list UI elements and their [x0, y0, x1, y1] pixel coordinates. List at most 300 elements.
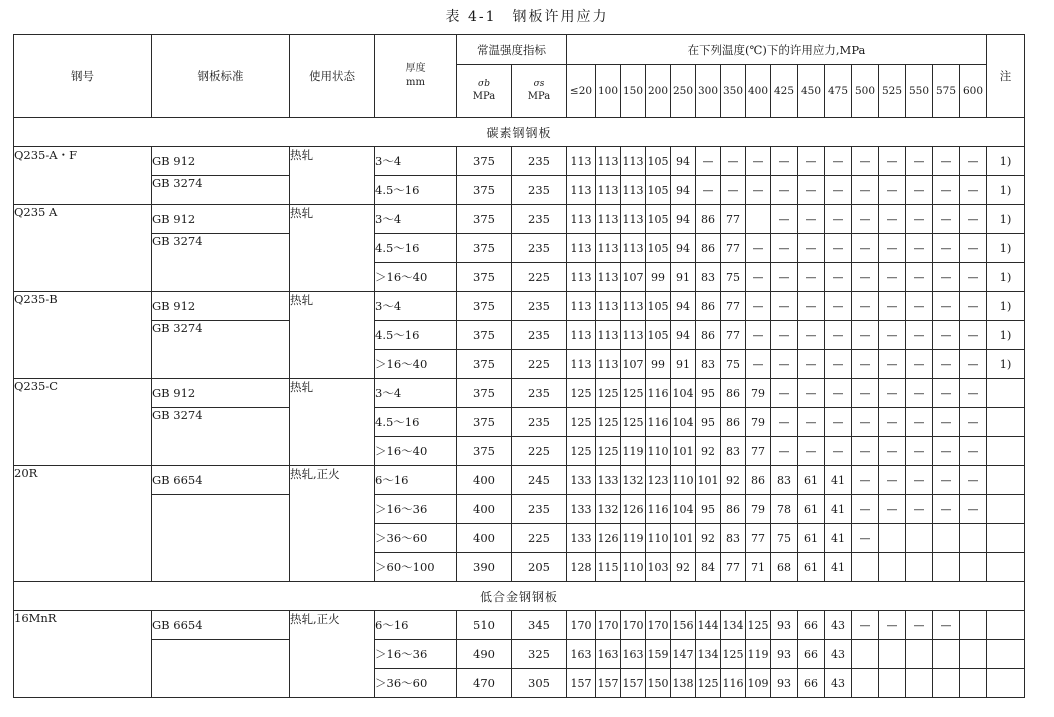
stress-value-cell: —: [852, 205, 879, 234]
stress-value-cell: —: [798, 263, 825, 292]
sigma-b-cell: 375: [457, 408, 512, 437]
thickness-cell: 3～4: [375, 205, 457, 234]
stress-value-cell: 83: [721, 524, 746, 553]
header-plate-standard: 钢板标准: [152, 35, 290, 118]
header-temp: 500: [852, 65, 879, 118]
stress-value-cell: 94: [671, 205, 696, 234]
stress-value-cell: 113: [621, 292, 646, 321]
header-allowable-stress: 在下列温度(℃)下的许用应力,MPa: [567, 35, 987, 65]
stress-value-cell: —: [798, 350, 825, 379]
stress-value-cell: 99: [646, 263, 671, 292]
stress-value-cell: 95: [696, 495, 721, 524]
stress-value-cell: —: [696, 176, 721, 205]
stress-value-cell: [852, 669, 879, 698]
stress-value-cell: —: [879, 379, 906, 408]
stress-value-cell: —: [852, 408, 879, 437]
section-heading: 碳素钢钢板: [14, 118, 1025, 147]
stress-value-cell: —: [879, 234, 906, 263]
stress-value-cell: 104: [671, 495, 696, 524]
header-thickness: [375, 35, 457, 118]
plate-standard-cell: GB 3274: [152, 321, 290, 379]
plate-standard-cell: GB 3274: [152, 408, 290, 466]
stress-value-cell: 113: [621, 176, 646, 205]
stress-value-cell: 83: [721, 437, 746, 466]
plate-standard-cell: GB 912: [152, 205, 290, 234]
steel-grade-cell: 16MnR: [14, 611, 152, 698]
sigma-b-cell: 375: [457, 437, 512, 466]
plate-standard-cell: GB 912: [152, 292, 290, 321]
stress-value-cell: 133: [567, 495, 596, 524]
table-row: [14, 611, 1025, 640]
stress-value-cell: 170: [646, 611, 671, 640]
stress-value-cell: 119: [621, 437, 646, 466]
stress-value-cell: —: [960, 350, 987, 379]
stress-value-cell: —: [906, 495, 933, 524]
stress-value-cell: 170: [621, 611, 646, 640]
stress-value-cell: —: [879, 611, 906, 640]
sigma-b-cell: 510: [457, 611, 512, 640]
stress-value-cell: [933, 640, 960, 669]
stress-value-cell: 66: [798, 640, 825, 669]
header-temp: 300: [696, 65, 721, 118]
stress-value-cell: —: [906, 205, 933, 234]
condition-cell: 热轧: [290, 379, 375, 466]
table-title: 表 4-1 钢板许用应力: [445, 9, 609, 25]
stress-value-cell: 71: [746, 553, 771, 582]
stress-value-cell: 159: [646, 640, 671, 669]
stress-value-cell: —: [879, 495, 906, 524]
stress-value-cell: 110: [646, 524, 671, 553]
stress-value-cell: 144: [696, 611, 721, 640]
header-temp: 525: [879, 65, 906, 118]
stress-value-cell: —: [879, 176, 906, 205]
stress-value-cell: —: [798, 234, 825, 263]
header-temp: 150: [621, 65, 646, 118]
stress-value-cell: 125: [621, 379, 646, 408]
stress-value-cell: 84: [696, 553, 721, 582]
stress-value-cell: 133: [567, 524, 596, 553]
steel-grade-cell: 20R: [14, 466, 152, 582]
stress-value-cell: —: [746, 263, 771, 292]
sigma-s-cell: 235: [512, 292, 567, 321]
stress-value-cell: —: [933, 495, 960, 524]
stress-value-cell: 66: [798, 611, 825, 640]
steel-grade-cell: Q235 A: [14, 205, 152, 292]
stress-value-cell: 125: [567, 379, 596, 408]
stress-value-cell: —: [852, 495, 879, 524]
stress-value-cell: —: [771, 321, 798, 350]
stress-value-cell: 93: [771, 611, 798, 640]
stress-value-cell: —: [933, 176, 960, 205]
stress-value-cell: 105: [646, 147, 671, 176]
sigma-b-cell: 375: [457, 350, 512, 379]
stress-value-cell: —: [746, 292, 771, 321]
steel-grade-cell: Q235-C: [14, 379, 152, 466]
plate-standard-cell: [152, 495, 290, 582]
stress-value-cell: 128: [567, 553, 596, 582]
stress-value-cell: 113: [596, 292, 621, 321]
header-room-temp: 常温强度指标: [457, 35, 567, 65]
condition-cell: 热轧: [290, 205, 375, 292]
header-temp: 475: [825, 65, 852, 118]
stress-value-cell: 134: [696, 640, 721, 669]
sigma-b-cell: 375: [457, 147, 512, 176]
stress-value-cell: 110: [671, 466, 696, 495]
stress-value-cell: —: [825, 147, 852, 176]
steel-grade-cell: Q235-B: [14, 292, 152, 379]
stress-value-cell: —: [960, 234, 987, 263]
stress-value-cell: —: [852, 292, 879, 321]
table-row: [14, 176, 1025, 205]
stress-value-cell: —: [825, 437, 852, 466]
stress-value-cell: [960, 553, 987, 582]
condition-cell: 热轧,正火: [290, 466, 375, 582]
stress-value-cell: —: [825, 234, 852, 263]
stress-value-cell: 83: [696, 263, 721, 292]
stress-value-cell: —: [852, 263, 879, 292]
note-cell: [987, 524, 1025, 553]
header-temp: 575: [933, 65, 960, 118]
stress-value-cell: —: [825, 408, 852, 437]
plate-standard-cell: [152, 640, 290, 698]
stress-value-cell: [906, 640, 933, 669]
stress-value-cell: —: [798, 147, 825, 176]
stress-value-cell: 125: [567, 437, 596, 466]
plate-standard-cell: GB 3274: [152, 234, 290, 292]
stress-value-cell: 105: [646, 234, 671, 263]
stress-value-cell: 125: [596, 408, 621, 437]
condition-cell: 热轧: [290, 292, 375, 379]
header-condition: 使用状态: [290, 35, 375, 118]
stress-value-cell: —: [933, 263, 960, 292]
thickness-unit: mm: [406, 77, 425, 88]
sigma-s-cell: 235: [512, 176, 567, 205]
stress-value-cell: 119: [746, 640, 771, 669]
stress-value-cell: 113: [621, 321, 646, 350]
note-cell: 1): [987, 321, 1025, 350]
stress-value-cell: 170: [596, 611, 621, 640]
stress-value-cell: 113: [567, 263, 596, 292]
stress-value-cell: —: [852, 466, 879, 495]
stress-value-cell: 77: [721, 321, 746, 350]
stress-value-cell: 116: [721, 669, 746, 698]
header-temp: 200: [646, 65, 671, 118]
stress-value-cell: —: [852, 350, 879, 379]
plate-standard-cell: GB 912: [152, 379, 290, 408]
stress-value-cell: 105: [646, 321, 671, 350]
stress-value-cell: 113: [596, 321, 621, 350]
stress-value-cell: [852, 640, 879, 669]
stress-value-cell: [906, 524, 933, 553]
thickness-cell: 4.5～16: [375, 408, 457, 437]
stress-value-cell: 132: [621, 466, 646, 495]
stress-value-cell: [746, 205, 771, 234]
stress-value-cell: 94: [671, 321, 696, 350]
header-temp: 550: [906, 65, 933, 118]
sigma-s-cell: 235: [512, 205, 567, 234]
sigma-s-cell: 225: [512, 524, 567, 553]
stress-value-cell: 92: [696, 524, 721, 553]
thickness-cell: ＞16～36: [375, 640, 457, 669]
stress-value-cell: —: [798, 321, 825, 350]
stress-value-cell: 133: [596, 466, 621, 495]
stress-value-cell: 126: [596, 524, 621, 553]
stress-value-cell: 103: [646, 553, 671, 582]
stress-value-cell: —: [798, 205, 825, 234]
sigma-b-cell: 375: [457, 205, 512, 234]
sigma-b-cell: 400: [457, 495, 512, 524]
stress-value-cell: 94: [671, 176, 696, 205]
stress-value-cell: —: [771, 205, 798, 234]
table-row: [14, 292, 1025, 321]
stress-value-cell: —: [825, 292, 852, 321]
stress-value-cell: —: [933, 205, 960, 234]
sigma-b-cell: 490: [457, 640, 512, 669]
thickness-cell: 4.5～16: [375, 176, 457, 205]
sigma-b-cell: 400: [457, 524, 512, 553]
thickness-cell: 3～4: [375, 292, 457, 321]
stress-value-cell: 157: [567, 669, 596, 698]
thickness-cell: ＞16～40: [375, 263, 457, 292]
sigma-s-cell: 225: [512, 437, 567, 466]
thickness-cell: 4.5～16: [375, 321, 457, 350]
stress-value-cell: [852, 553, 879, 582]
stress-value-cell: —: [879, 350, 906, 379]
stress-value-cell: —: [906, 147, 933, 176]
stress-value-cell: [879, 524, 906, 553]
sigma-s-cell: 235: [512, 495, 567, 524]
stress-value-cell: 86: [696, 234, 721, 263]
stress-value-cell: —: [771, 234, 798, 263]
thickness-cell: 3～4: [375, 379, 457, 408]
plate-standard-cell: GB 912: [152, 147, 290, 176]
stress-value-cell: 115: [596, 553, 621, 582]
stress-value-cell: 77: [746, 437, 771, 466]
stress-value-cell: 43: [825, 640, 852, 669]
stress-value-cell: —: [933, 408, 960, 437]
stress-value-cell: —: [721, 147, 746, 176]
stress-value-cell: —: [933, 350, 960, 379]
stress-value-cell: 113: [567, 176, 596, 205]
stress-value-cell: 113: [621, 147, 646, 176]
stress-value-cell: 83: [771, 466, 798, 495]
stress-value-cell: 79: [746, 495, 771, 524]
sigma-s-cell: 205: [512, 553, 567, 582]
note-cell: [987, 379, 1025, 408]
sigma-s-cell: 345: [512, 611, 567, 640]
stress-value-cell: 105: [646, 176, 671, 205]
stress-value-cell: 43: [825, 611, 852, 640]
stress-value-cell: 113: [567, 292, 596, 321]
stress-value-cell: 101: [671, 437, 696, 466]
stress-value-cell: —: [798, 292, 825, 321]
stress-value-cell: —: [906, 321, 933, 350]
stress-value-cell: 109: [746, 669, 771, 698]
header-note: 注: [987, 35, 1025, 118]
stress-value-cell: 91: [671, 263, 696, 292]
stress-value-cell: 156: [671, 611, 696, 640]
stress-value-cell: —: [746, 147, 771, 176]
plate-standard-cell: GB 3274: [152, 176, 290, 205]
thickness-cell: ＞36～60: [375, 669, 457, 698]
header-temp: 250: [671, 65, 696, 118]
stress-value-cell: —: [960, 379, 987, 408]
condition-cell: 热轧,正火: [290, 611, 375, 698]
note-cell: 1): [987, 205, 1025, 234]
thickness-cell: 4.5～16: [375, 234, 457, 263]
stress-value-cell: —: [798, 408, 825, 437]
stress-value-cell: 134: [721, 611, 746, 640]
note-cell: 1): [987, 292, 1025, 321]
sigma-s-cell: 225: [512, 350, 567, 379]
stress-value-cell: 116: [646, 495, 671, 524]
header-temp: 425: [771, 65, 798, 118]
stress-value-cell: —: [771, 292, 798, 321]
sigma-s-symbol: σs: [533, 79, 545, 89]
thickness-cell: 3～4: [375, 147, 457, 176]
stress-value-cell: 113: [567, 147, 596, 176]
table-row: [14, 495, 1025, 524]
header-temp: 100: [596, 65, 621, 118]
stress-value-cell: 126: [621, 495, 646, 524]
sigma-s-cell: 225: [512, 263, 567, 292]
stress-value-cell: —: [960, 147, 987, 176]
sigma-s-cell: 325: [512, 640, 567, 669]
sigma-b-cell: 400: [457, 466, 512, 495]
header-temp: ≤20: [567, 65, 596, 118]
note-cell: [987, 466, 1025, 495]
stress-value-cell: [879, 640, 906, 669]
section-heading: 低合金钢钢板: [14, 582, 1025, 611]
stress-value-cell: 77: [721, 553, 746, 582]
sigma-s-cell: 235: [512, 379, 567, 408]
table-row: [14, 466, 1025, 495]
stress-value-cell: —: [933, 292, 960, 321]
note-cell: 1): [987, 176, 1025, 205]
stress-value-cell: —: [852, 524, 879, 553]
stress-value-cell: 138: [671, 669, 696, 698]
stress-value-cell: 110: [646, 437, 671, 466]
stress-value-cell: 125: [621, 408, 646, 437]
thickness-cell: ＞16～40: [375, 350, 457, 379]
stress-value-cell: 66: [798, 669, 825, 698]
stress-value-cell: 101: [696, 466, 721, 495]
stress-value-cell: —: [746, 321, 771, 350]
thickness-label: 厚度: [405, 63, 426, 74]
stress-value-cell: 93: [771, 640, 798, 669]
note-cell: [987, 611, 1025, 640]
table-row: [14, 321, 1025, 350]
stress-value-cell: —: [906, 437, 933, 466]
stress-value-cell: —: [771, 408, 798, 437]
stress-value-cell: —: [852, 611, 879, 640]
header-temp: 350: [721, 65, 746, 118]
stress-value-cell: 75: [721, 263, 746, 292]
stress-value-cell: 163: [621, 640, 646, 669]
stress-value-cell: 125: [721, 640, 746, 669]
stress-value-cell: —: [960, 495, 987, 524]
stress-value-cell: 123: [646, 466, 671, 495]
stress-value-cell: 105: [646, 292, 671, 321]
stress-value-cell: —: [933, 466, 960, 495]
note-cell: [987, 669, 1025, 698]
sigma-b-cell: 470: [457, 669, 512, 698]
stress-value-cell: 113: [567, 234, 596, 263]
stress-value-cell: —: [933, 379, 960, 408]
stress-value-cell: 107: [621, 350, 646, 379]
stress-value-cell: —: [960, 437, 987, 466]
sigma-b-cell: 375: [457, 379, 512, 408]
stress-value-cell: —: [933, 147, 960, 176]
stress-value-cell: —: [933, 611, 960, 640]
stress-value-cell: —: [879, 437, 906, 466]
sigma-b-symbol: σb: [478, 79, 490, 89]
stress-value-cell: 94: [671, 234, 696, 263]
header-temp: 400: [746, 65, 771, 118]
table-row: [14, 147, 1025, 176]
stress-value-cell: [933, 669, 960, 698]
stress-value-cell: 125: [596, 379, 621, 408]
stress-value-cell: 77: [721, 234, 746, 263]
stress-value-cell: —: [906, 263, 933, 292]
stress-value-cell: 119: [621, 524, 646, 553]
sigma-b-cell: 375: [457, 292, 512, 321]
sigma-s-cell: 235: [512, 408, 567, 437]
stress-value-cell: —: [746, 350, 771, 379]
stress-value-cell: —: [879, 205, 906, 234]
stress-value-cell: —: [771, 176, 798, 205]
table-row: [14, 640, 1025, 669]
stress-value-cell: 75: [771, 524, 798, 553]
stress-value-cell: 125: [567, 408, 596, 437]
stress-value-cell: —: [906, 292, 933, 321]
sigma-b-cell: 375: [457, 263, 512, 292]
stress-value-cell: 75: [721, 350, 746, 379]
thickness-cell: ＞16～36: [375, 495, 457, 524]
stress-value-cell: 157: [596, 669, 621, 698]
stress-value-cell: —: [825, 350, 852, 379]
stress-value-cell: 61: [798, 553, 825, 582]
sigma-s-cell: 235: [512, 147, 567, 176]
section-row-low-alloy: [14, 582, 1025, 611]
stress-value-cell: —: [879, 321, 906, 350]
stress-value-cell: —: [825, 176, 852, 205]
stress-value-cell: —: [960, 408, 987, 437]
stress-value-cell: —: [825, 379, 852, 408]
stress-value-cell: 92: [696, 437, 721, 466]
stress-value-cell: —: [960, 176, 987, 205]
stress-value-cell: 92: [671, 553, 696, 582]
stress-value-cell: 150: [646, 669, 671, 698]
sigma-s-cell: 235: [512, 234, 567, 263]
note-cell: 1): [987, 234, 1025, 263]
stress-value-cell: 107: [621, 263, 646, 292]
condition-cell: 热轧: [290, 147, 375, 205]
stress-value-cell: 113: [596, 263, 621, 292]
stress-value-cell: 95: [696, 379, 721, 408]
thickness-cell: ＞60～100: [375, 553, 457, 582]
stress-value-cell: —: [960, 263, 987, 292]
stress-value-cell: 125: [596, 437, 621, 466]
stress-value-cell: —: [933, 234, 960, 263]
stress-value-cell: —: [852, 147, 879, 176]
stress-value-cell: 125: [746, 611, 771, 640]
sigma-b-cell: 375: [457, 234, 512, 263]
table-row: [14, 379, 1025, 408]
stress-value-cell: 86: [746, 466, 771, 495]
sigma-b-cell: 390: [457, 553, 512, 582]
stress-value-cell: —: [906, 350, 933, 379]
